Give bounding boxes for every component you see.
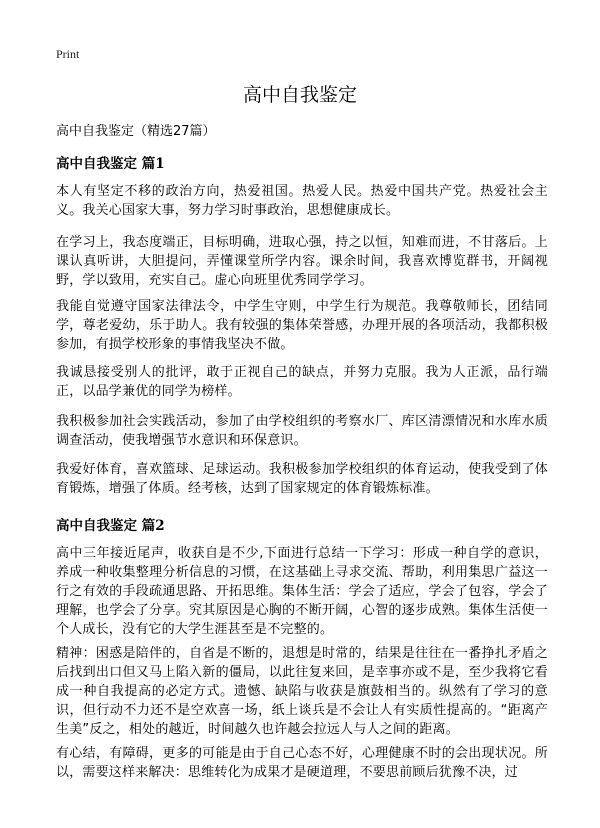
page-title: 高中自我鉴定 [242, 84, 357, 106]
paragraph: 精神：困惑是陪伴的，自省是不断的，退想是时常的，结果是往往在一番挣扎矛盾之后找到出口但又马上陷入新的僵局，以此往复来回，是幸事亦或不是，至少我将它看成一种自我提高的必定方式。遗憾、缺陷与收获是旗鼓相当的。纵然有了学习的意识，但行动不力还不是空欢喜一场，纸上谈兵是不会让人有实质性提高的。“距离产生美”反之，相处的越近，时间越久也许越会拉远人与人之间的距离。 [56, 646, 548, 737]
paragraph: 我积极参加社会实践活动，参加了由学校组织的考察水厂、库区清漂情况和水库水质调查活动，使我增强节水意识和环保意识。 [56, 414, 548, 448]
section-heading-2: 高中自我鉴定 篇2 [56, 518, 165, 534]
paragraph: 我爱好体育，喜欢篮球、足球运动。我积极参加学校组织的体育运动，使我受到了体育锻炼，增强了体质。经考核，达到了国家规定的体育锻炼标准。 [56, 462, 548, 496]
document-subtitle: 高中自我鉴定（精选27篇） [56, 124, 216, 139]
print-label: Print [56, 47, 80, 61]
paragraph: 在学习上，我态度端正，目标明确，进取心强，持之以恒，知难而进，不甘落后。上课认真听讲，大胆提问，弄懂课堂所学内容。课余时间，我喜欢博览群书，开阔视野，学以致用，充实自己。虚心向班里优秀同学学习。 [56, 235, 548, 288]
paragraph: 本人有坚定不移的政治方向，热爱祖国。热爱人民。热爱中国共产党。热爱社会主义。我关心国家大事，努力学习时事政治，思想健康成长。 [56, 184, 548, 218]
paragraph: 有心结，有障碍，更多的可能是由于自己心态不好，心理健康不时的会出现状况。所以，需要这样来解决：思维转化为成果才是硬道理，不要思前顾后犹豫不决，过 [56, 746, 548, 780]
section-heading-1: 高中自我鉴定 篇1 [56, 156, 165, 172]
paragraph: 我诚恳接受别人的批评，敢于正视自己的缺点，并努力克服。我为人正派，品行端正，以品学兼优的同学为榜样。 [56, 365, 548, 399]
paragraph: 我能自觉遵守国家法律法令，中学生守则，中学生行为规范。我尊敬师长，团结同学，尊老爱幼，乐于助人。我有较强的集体荣誉感，办理开展的各项活动，我都积极参加，有损学校形象的事情我坚决不做。 [56, 299, 548, 352]
paragraph: 高中三年接近尾声，收获自是不少,下面进行总结一下学习：形成一种自学的意识，养成一种收集整理分析信息的习惯，在这基础上寻求交流、帮助，利用集思广益这一行之有效的手段疏通思路、开拓思维。集体生活：学会了适应，学会了包容，学会了理解，也学会了分享。究其原因是心胸的不断开阔，心智的逐步成熟。集体生活使一个人成长，没有它的大学生涯甚至是不完整的。 [56, 546, 548, 637]
